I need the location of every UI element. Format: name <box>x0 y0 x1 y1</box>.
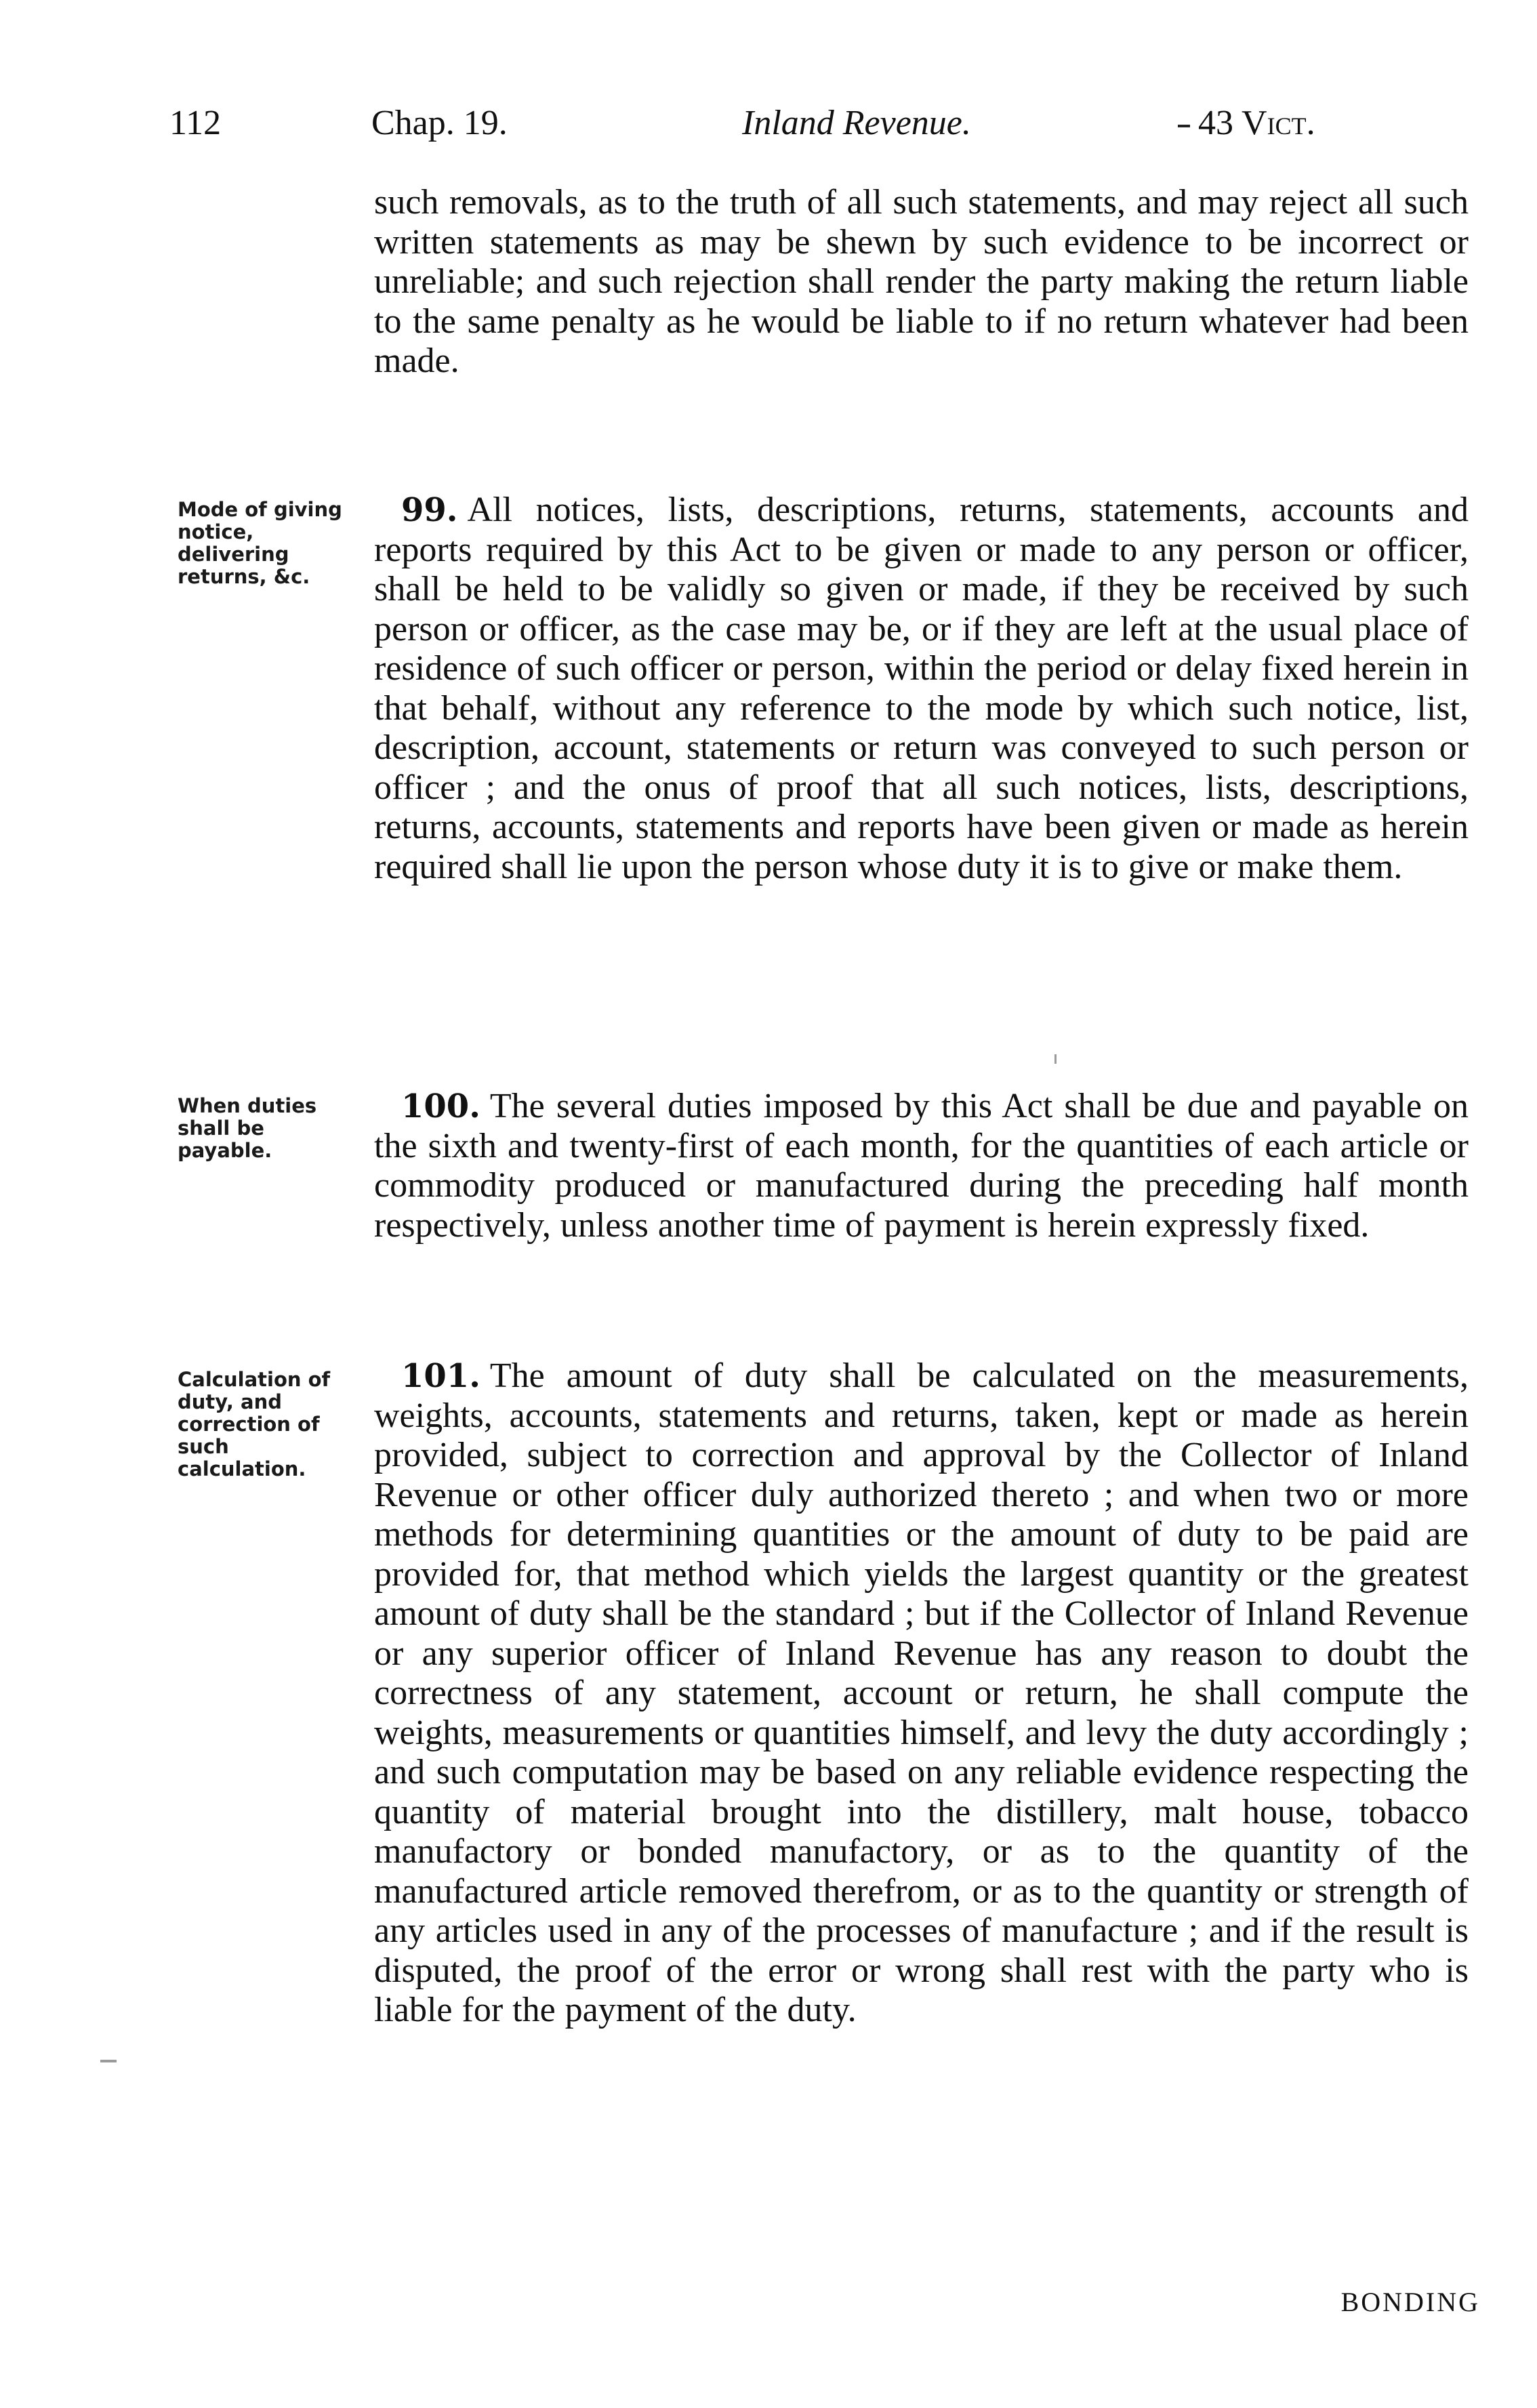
margin-note-section-99: Mode of giving notice, delivering returns, &c. <box>178 498 342 588</box>
section-number: 101. <box>401 1357 480 1395</box>
margin-note-section-101: Calculation of duty, and correction of such calculation. <box>178 1368 331 1480</box>
running-title: Inland Revenue. <box>742 104 971 142</box>
stray-print-mark <box>100 2060 117 2062</box>
chapter-heading: Chap. 19. <box>371 104 508 142</box>
section-number: 99. <box>401 491 458 529</box>
regnal-year <box>1178 103 1315 144</box>
section-text: The several duties imposed by this Act shall be due and payable on the sixth and twenty-first of each month, for the quantities of each article or commodity produced or manufactured during the preceding half month respectively, unless another time of payment is herein expressly fixed. <box>374 1087 1469 1245</box>
section-number: 100. <box>401 1087 480 1125</box>
catchword: BONDING <box>1340 2287 1480 2317</box>
header-dash-mark <box>1178 125 1190 127</box>
margin-note-section-100: When duties shall be payable. <box>178 1094 317 1162</box>
stray-print-mark <box>1054 1054 1057 1064</box>
continuation-paragraph <box>374 183 1469 381</box>
paragraph-text: such removals, as to the truth of all such statements, and may reject all such written statements as may be shewn by such evidence to be incorrect or unreliable; and such rejection shall render the party making the return liable to the same penalty as he would be liable to if no return whatever had been made. <box>374 183 1469 380</box>
section-text: The amount of duty shall be calculated on the measurements, weights, accounts, statements and returns, taken, kept or made as herein provided, subject to correction and approval by the Collector of Inland Revenue or other officer duly authorized thereto ; and when two or more methods for determining quantities or the amount of duty to be paid are provided for, that method which yields the largest quantity or the greatest amount of duty shall be the standard ; but if the Collector of Inland Revenue or any superior officer of Inland Revenue has any reason to doubt the correctness of any statement, account or return, he shall compute the weights, measurements or quantities himself, and levy the duty accordingly ; and such computation may be based on any reliable evidence respecting the quantity of material brought into the distillery, malt house, tobacco manufactory or bonded manufactory, or as to the quantity of the manufactured article removed therefrom, or as to the quantity or strength of any articles used in any of the processes of manufacture ; and if the result is disputed, the proof of the error or wrong shall rest with the party who is liable for the payment of the duty. <box>374 1356 1469 2029</box>
section-text: All notices, lists, descriptions, returns, statements, accounts and reports required by this Act to be given or made to any person or officer, shall be held to be validly so given or made, if they be received by such person or officer, as the case may be, or if they are left at the usual place of residence of such officer or person, within the period or delay fixed herein in that behalf, without any reference to the mode by which such notice, list, description, account, statements or return was conveyed to such person or officer ; and the onus of proof that all such notices, lists, descriptions, returns, accounts, statements and reports have been given or made as herein required shall lie upon the person whose duty it is to give or make them. <box>374 491 1469 886</box>
section-100 <box>374 1087 1469 1245</box>
regnal-year-text: 43 Vict. <box>1198 104 1315 142</box>
page-number: 112 <box>169 104 222 142</box>
section-101 <box>374 1356 1469 2031</box>
section-99 <box>374 491 1469 887</box>
